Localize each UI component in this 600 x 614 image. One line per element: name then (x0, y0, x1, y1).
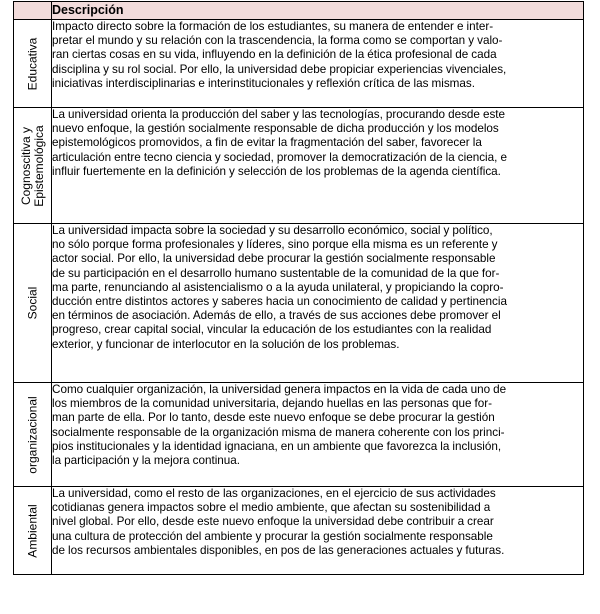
description-line: epistemológicos promovidos, a fin de evitar la fragmentación del saber, favorecer la (52, 136, 482, 150)
description-line: la participación y la mejora continua. (52, 454, 241, 468)
description-line: La universidad, como el resto de las organizaciones, en el ejercicio de sus actividades (52, 487, 496, 500)
row-label-cell (14, 224, 52, 383)
description-line: nuevo enfoque, la gestión socialmente responsable de dicha producción y los modelos (52, 122, 499, 136)
description-line: pretar el mundo y su relación con la trascendencia, la forma como se comportan y valo- (52, 34, 503, 48)
row-label-cell (14, 487, 52, 575)
description-line: influir fuertemente en la definición y selección de los problemas de la agenda científica. (52, 164, 501, 178)
description-line: cotidianas genera impactos sobre el medio ambiente, que afectan su sostenibilidad a (52, 501, 491, 515)
row-label-line: Educativa (25, 37, 39, 90)
description-line: articulación entre tecno ciencia y sociedad, promover la democratización de la ciencia, e (52, 150, 507, 164)
description-line: socialmente responsable de la organización misma de manera coherente con los princi- (52, 425, 505, 439)
row-label-cognoscitiva (20, 125, 46, 206)
table-row-educativa (14, 20, 584, 108)
description-line: una cultura de protección del ambiente y procurar la gestión socialmente responsable (52, 529, 493, 543)
row-description-social (52, 224, 584, 383)
table-row-social (14, 224, 584, 383)
description-line: no sólo porque forma profesionales y líderes, sino porque ella misma es un referente y (52, 238, 498, 252)
row-label-line: Ambiental (25, 503, 39, 558)
description-line: pios institucionales y la identidad ignaciana, en un ambiente que favorezca la inclusión, (52, 439, 502, 453)
description-line: de los recursos ambientales disponibles, en pos de las generaciones actuales y futuras. (52, 543, 505, 557)
row-label-cell (14, 383, 52, 487)
description-line: ma parte, renunciando al asistencialismo o a la ayuda unilateral, y propiciando la copro- (52, 280, 504, 294)
row-label-line: organizacional (25, 395, 39, 474)
description-line: ducción entre distintos actores y saberes hacia un conocimiento de calidad y pertinencia (52, 295, 507, 309)
description-line: iniciativas interdisciplinarias e interinstitucionales y reflexión crítica de las mismas. (52, 76, 476, 90)
description-line: Impacto directo sobre la formación de los estudiantes, su manera de entender e inter- (52, 20, 494, 33)
description-line: exterior, y funcionar de interlocutor en la solución de los problemas. (52, 337, 400, 351)
description-line: Como cualquier organización, la universidad genera impactos en la vida de cada uno de (52, 383, 507, 396)
header-corner-cell (14, 2, 52, 20)
description-line: disciplina y su rol social. Por ello, la universidad debe propiciar experiencias vivenciales, (52, 62, 507, 76)
impact-table (13, 1, 584, 575)
row-label-educativa (26, 37, 39, 90)
table-row-cognoscitiva (14, 108, 584, 224)
description-line: man parte de ella. Por lo tanto, desde este nuevo enfoque se debe procurar la gestión (52, 411, 495, 425)
description-line: La universidad orienta la producción del saber y las tecnologías, procurando desde este (52, 108, 506, 121)
description-line: actor social. Por ello, la universidad debe procurar la gestión socialmente responsable (52, 252, 496, 266)
description-line: en términos de asociación. Además de ello, a través de sus acciones debe promover el (52, 309, 501, 323)
row-description-cognoscitiva (52, 108, 584, 224)
description-line: nivel global. Por ello, desde este nuevo enfoque la universidad debe contribuir a crear (52, 515, 494, 529)
table-row-organizacional (14, 383, 584, 487)
row-description-ambiental (52, 487, 584, 575)
row-label-organizacional (26, 396, 39, 473)
header-descripcion: Descripción (52, 2, 584, 20)
description-line: los miembros de la comunidad universitaria, dejando huellas en las personas que for- (52, 397, 493, 411)
row-label-line: Cognoscitiva y (18, 126, 33, 205)
row-description-organizacional (52, 383, 584, 487)
row-label-ambiental (26, 504, 39, 557)
description-line: La universidad impacta sobre la sociedad y su desarrollo económico, social y político, (52, 224, 493, 237)
row-label-line: Social (25, 286, 39, 320)
table-row-ambiental (14, 487, 584, 575)
description-line: ran ciertas cosas en su vida, influyendo en la definición de la ética profesional de cada (52, 48, 497, 62)
row-label-social (26, 287, 39, 320)
table-header-row (14, 2, 584, 20)
description-line: de su participación en el desarrollo humano sustentable de la comunidad de la que for- (52, 266, 500, 280)
row-label-line: Epistemológica (31, 124, 46, 207)
row-label-cell (14, 108, 52, 224)
row-description-educativa (52, 20, 584, 108)
description-line: progreso, crear capital social, vincular la educación de los estudiantes con la realidad (52, 323, 492, 337)
row-label-cell (14, 20, 52, 108)
